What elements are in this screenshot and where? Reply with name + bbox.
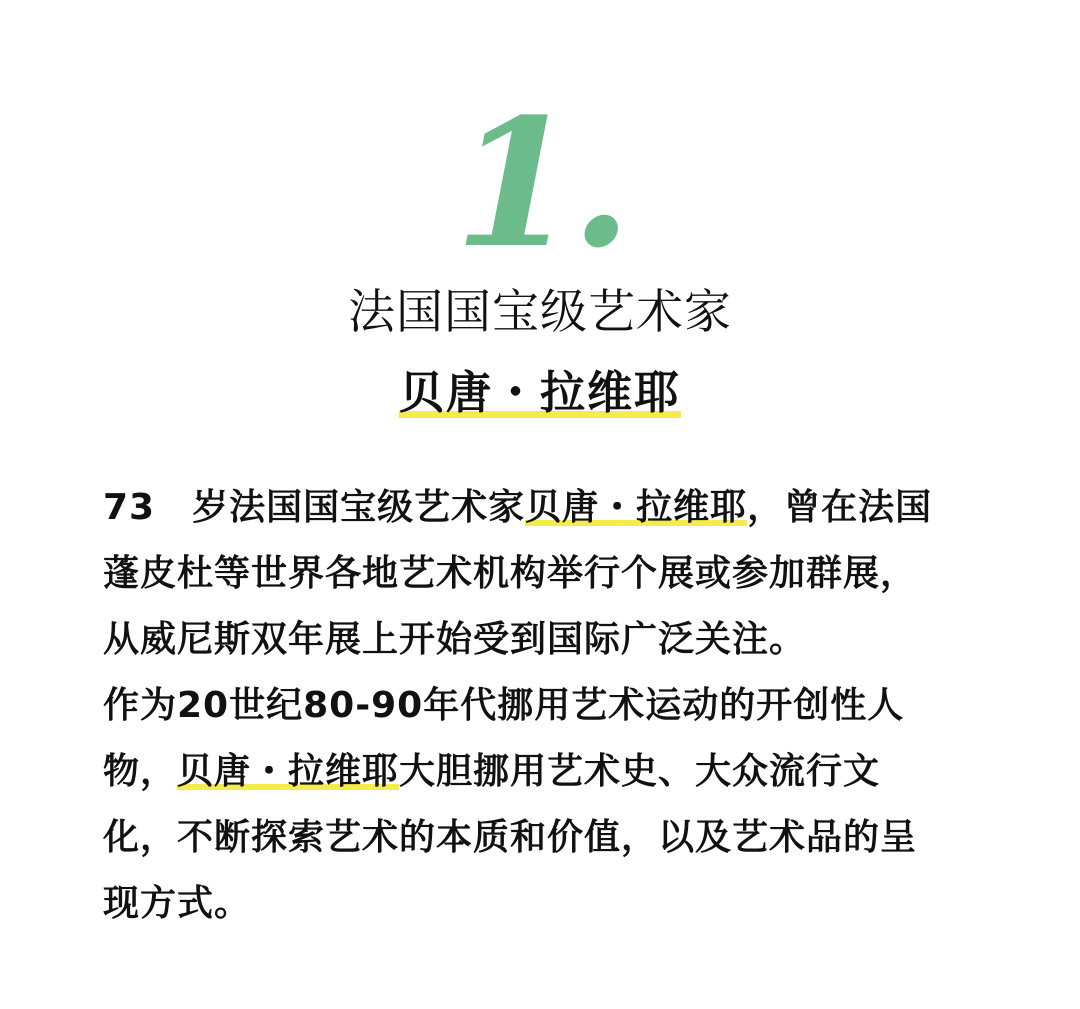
bio-line — [103, 475, 993, 541]
artist-name-highlight: 贝唐・拉维耶 — [525, 487, 748, 528]
section-number: 1. — [454, 80, 626, 287]
bio-text: 73 岁法国国宝级艺术家 — [103, 487, 526, 528]
bio-text: 物， — [103, 751, 178, 792]
bio-line: 蓬皮杜等世界各地艺术机构举行个展或参加群展， — [103, 553, 918, 594]
bio-line: 现方式。 — [103, 883, 252, 924]
section-subtitle: 法国国宝级艺术家 — [348, 285, 732, 340]
bio-text: ，曾在法国 — [747, 487, 933, 528]
bio-line: 从威尼斯双年展上开始受到国际广泛关注。 — [103, 619, 807, 660]
artist-bio-paragraph — [103, 475, 993, 937]
bio-line: 作为20世纪80-90年代挪用艺术运动的开创性人 — [103, 685, 905, 726]
artist-name-highlight: 贝唐・拉维耶 — [398, 366, 681, 419]
artist-name-highlight: 贝唐・拉维耶 — [177, 751, 400, 792]
artist-name-heading — [0, 363, 1080, 423]
bio-text: 大胆挪用艺术史、大众流行文 — [399, 751, 881, 792]
bio-line — [103, 739, 993, 805]
bio-line: 化，不断探索艺术的本质和价值，以及艺术品的呈 — [103, 817, 918, 858]
